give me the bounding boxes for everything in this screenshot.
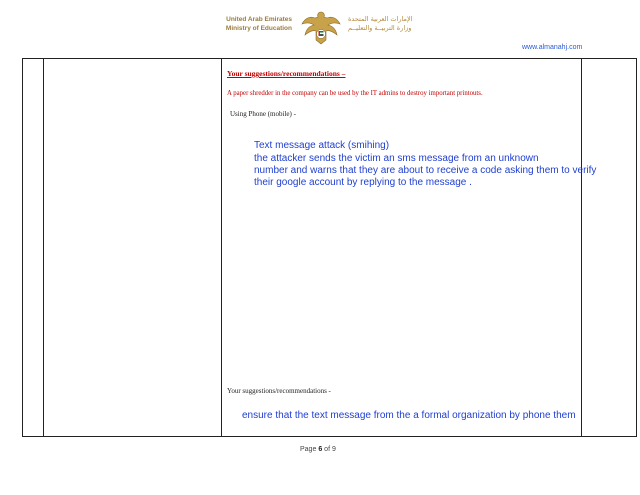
- table-divider: [221, 59, 222, 436]
- suggestions-heading: Your suggestions/recommendations –: [227, 69, 346, 78]
- table-divider: [581, 59, 582, 436]
- header-ministry-arabic: وزارة التربيــة والتعليــم: [348, 24, 412, 32]
- table-frame: [22, 58, 637, 437]
- page-number: [300, 446, 336, 453]
- page-total: of 9: [324, 446, 336, 453]
- header-country: United Arab Emirates: [226, 16, 292, 23]
- attack-description-line: their google account by replying to the message .: [254, 177, 472, 188]
- header-country-arabic: الإمارات العربية المتحدة: [348, 15, 413, 23]
- header-ministry: Ministry of Education: [225, 25, 292, 32]
- using-phone-label: Using Phone (mobile) -: [230, 110, 296, 118]
- attack-description-line: number and warns that they are about to receive a code asking them to verify: [254, 165, 597, 176]
- attack-title: Text message attack (smihing): [254, 140, 390, 151]
- phone-recommendation: ensure that the text message from the a formal organization by phone them: [242, 410, 576, 421]
- table-divider: [43, 59, 44, 436]
- shredder-recommendation: A paper shredder in the company can be used by the IT admins to destroy important printouts.: [227, 90, 483, 97]
- attack-description-line: the attacker sends the victim an sms message from an unknown: [254, 153, 539, 164]
- header-arabic: [348, 15, 428, 33]
- uae-falcon-emblem-icon: [300, 8, 342, 48]
- page-prefix: Page: [300, 446, 317, 453]
- header-english: [212, 15, 292, 33]
- website-link[interactable]: www.almanahj.com: [522, 44, 583, 51]
- current-page: 6: [318, 446, 323, 453]
- suggestions-heading-2: Your suggestions/recommendations -: [227, 387, 331, 395]
